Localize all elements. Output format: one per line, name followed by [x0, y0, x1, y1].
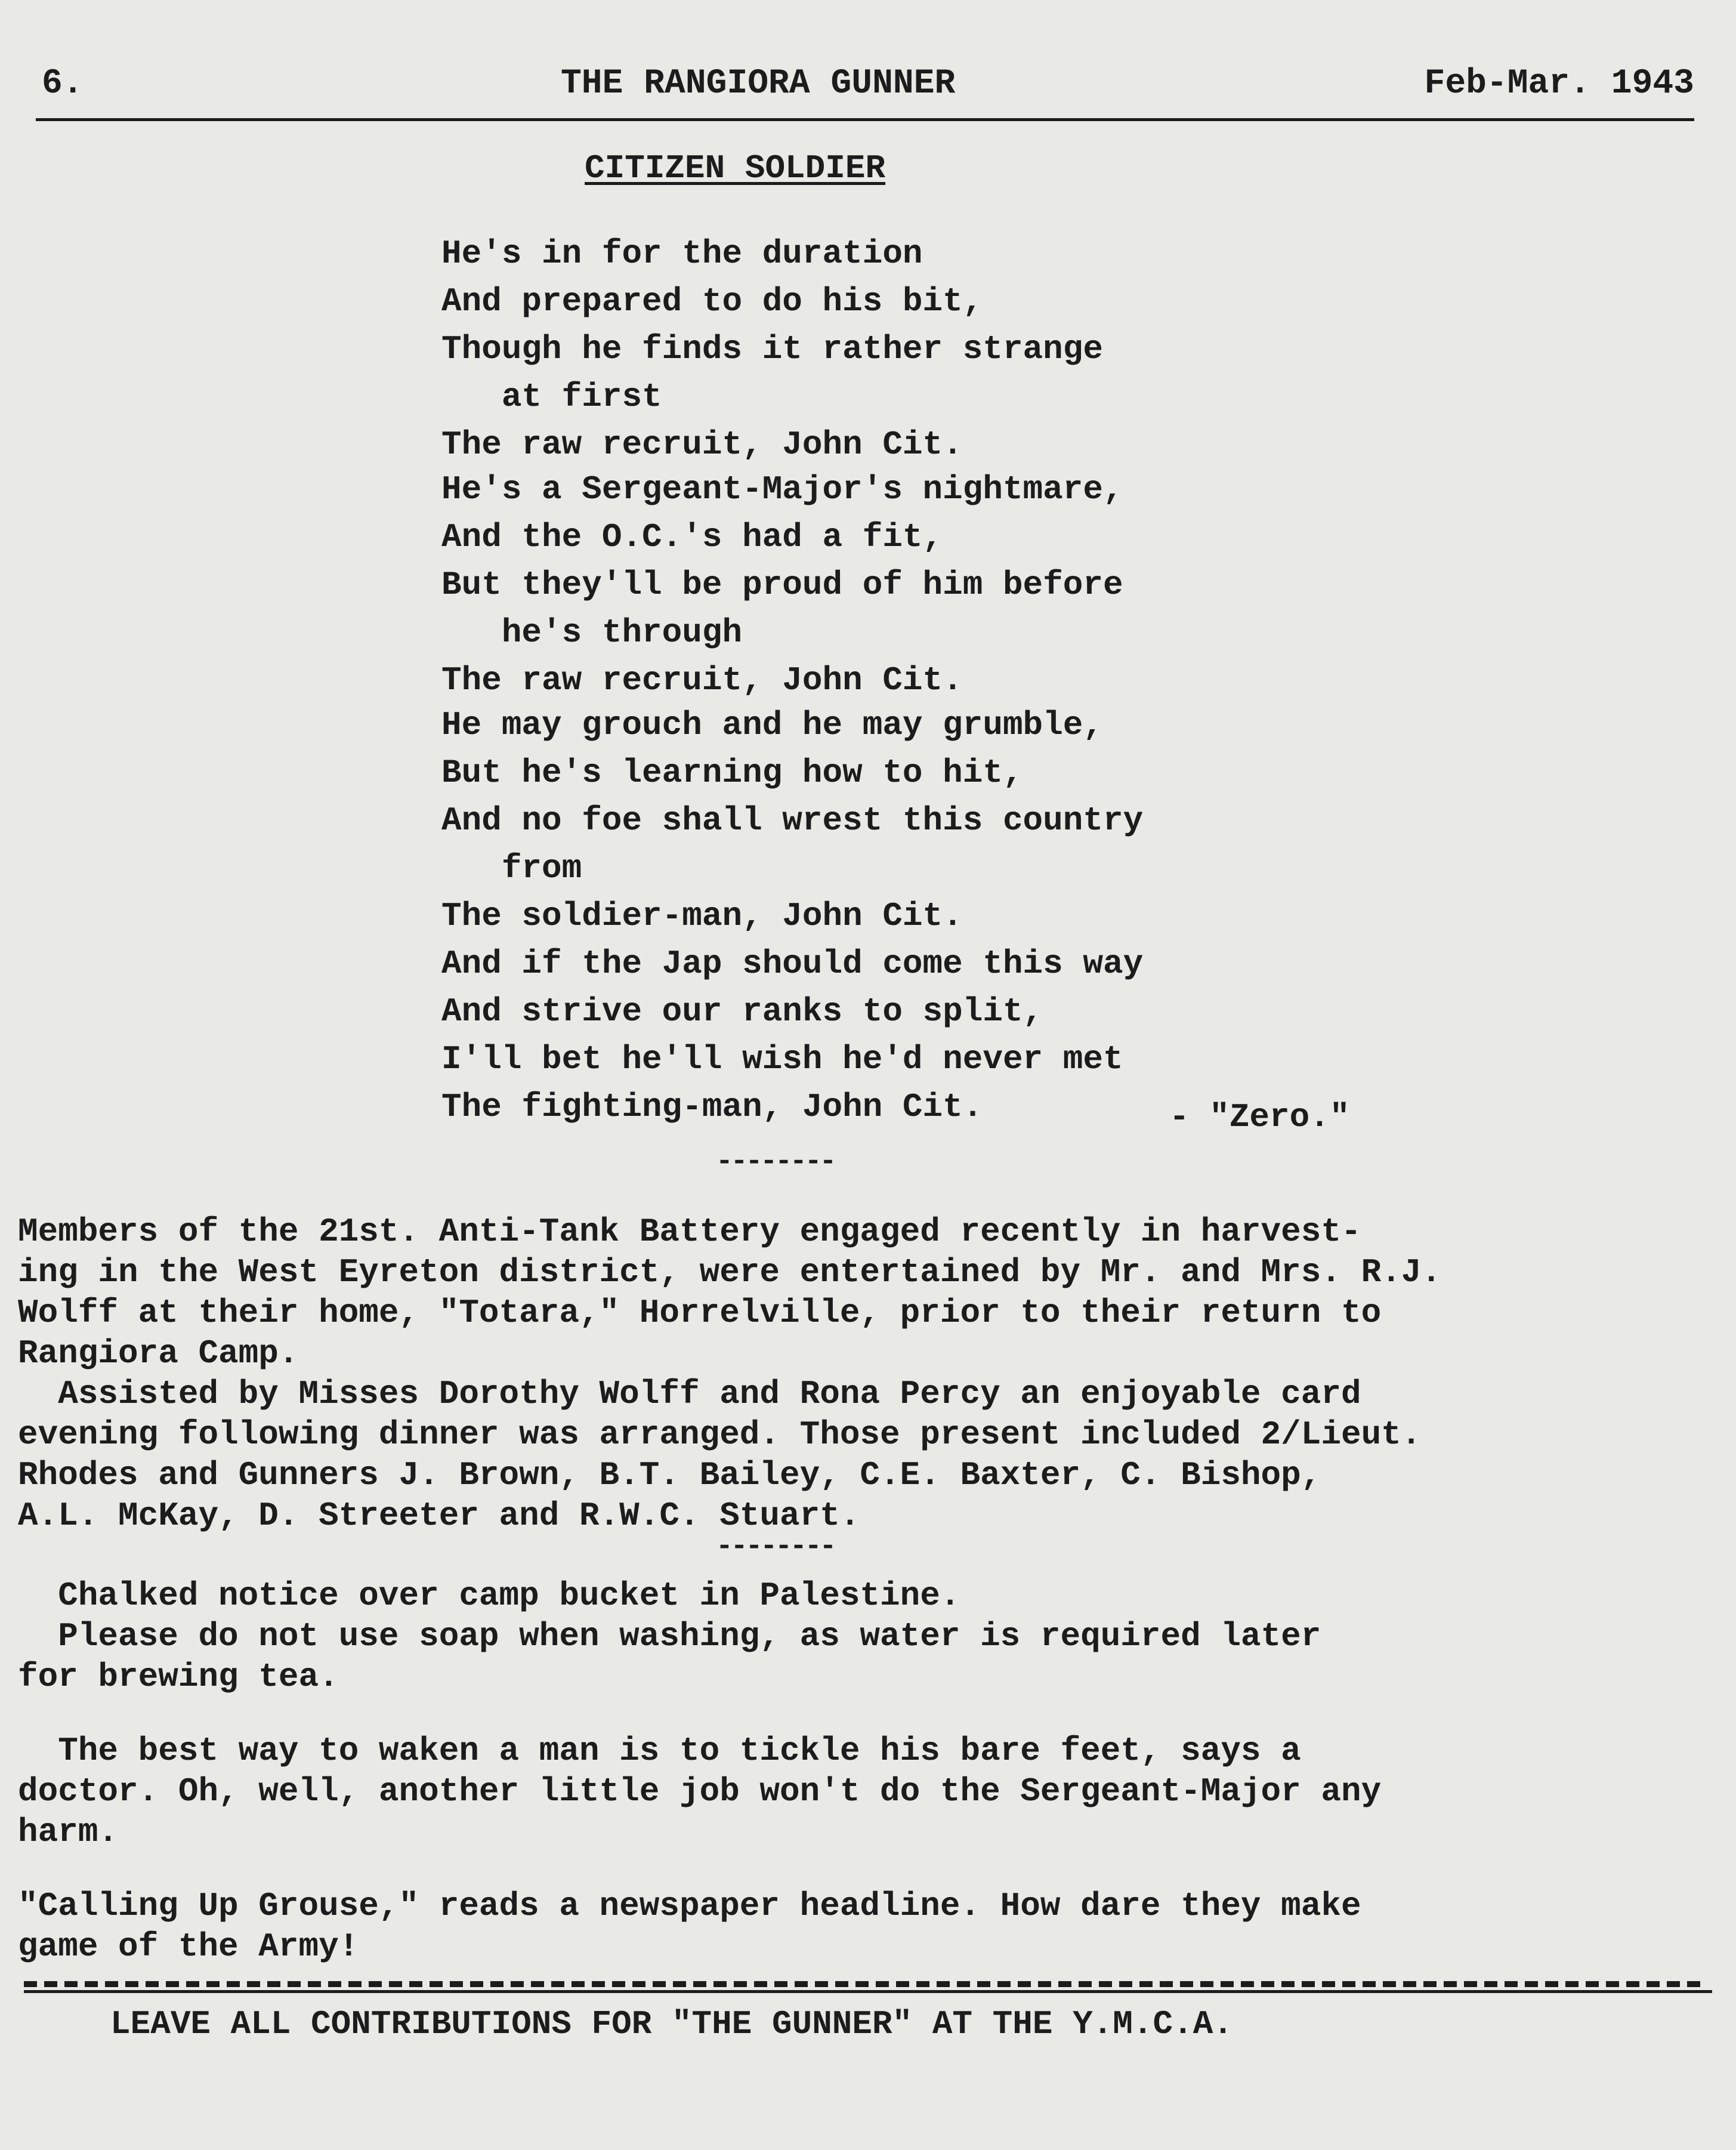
text-line: for brewing tea. — [18, 1658, 339, 1696]
verse-line: He's a Sergeant-Major's nightmare, — [441, 470, 1123, 508]
text-line: "Calling Up Grouse," reads a newspaper headline. How dare they make — [18, 1887, 1361, 1925]
text-line: Members of the 21st. Anti-Tank Battery engaged recently in harvest- — [18, 1213, 1361, 1251]
page-number: 6. — [42, 64, 84, 103]
footer-notice: LEAVE ALL CONTRIBUTIONS FOR "THE GUNNER" AT THE Y.M.C.A. — [110, 2005, 1233, 2043]
poem-stanza — [441, 701, 1143, 940]
text-line: Rangiora Camp. — [18, 1334, 299, 1372]
grouse-item — [18, 1886, 1724, 1967]
verse-line: But he's learning how to hit, — [441, 754, 1023, 792]
footer-rule — [24, 1990, 1712, 1993]
verse-line: from — [441, 849, 582, 887]
verse-line: The fighting-man, John Cit. — [441, 1088, 983, 1126]
text-line: ing in the West Eyreton district, were entertained by Mr. and Mrs. R.J. — [18, 1253, 1441, 1291]
text-line: Chalked notice over camp bucket in Palestine. — [18, 1577, 960, 1615]
verse-line: Though he finds it rather strange — [441, 330, 1103, 368]
verse-line: The raw recruit, John Cit. — [441, 425, 963, 464]
issue-date: Feb-Mar. 1943 — [1424, 64, 1694, 103]
verse-line: And no foe shall wrest this country — [441, 801, 1144, 840]
poem-signature: - "Zero." — [1169, 1098, 1350, 1136]
verse-line: I'll bet he'll wish he'd never met — [441, 1040, 1123, 1078]
verse-line: He may grouch and he may grumble, — [441, 706, 1103, 744]
dashed-divider — [24, 1981, 1706, 1987]
verse-line: And prepared to do his bit, — [441, 282, 983, 320]
header-rule — [36, 118, 1694, 121]
section-separator: -------- — [716, 1531, 835, 1563]
text-line: Rhodes and Gunners J. Brown, B.T. Bailey, C.E. Baxter, C. Bishop, — [18, 1456, 1321, 1494]
verse-line: And strive our ranks to split, — [441, 992, 1043, 1031]
doctor-item — [18, 1731, 1724, 1852]
verse-line: And if the Jap should come this way — [441, 945, 1144, 983]
text-line: The best way to waken a man is to tickle his bare feet, says a — [18, 1732, 1301, 1770]
verse-line: And the O.C.'s had a fit, — [441, 518, 943, 556]
text-line: harm. — [18, 1813, 119, 1851]
text-line: Wolff at their home, "Totara," Horrelville, prior to their return to — [18, 1294, 1382, 1332]
text-line: doctor. Oh, well, another little job won't do the Sergeant-Major any — [18, 1772, 1382, 1810]
poem-stanza — [441, 465, 1123, 704]
verse-line: He's in for the duration — [441, 235, 923, 273]
publication-title: THE RANGIORA GUNNER — [561, 64, 956, 103]
poem-stanza — [441, 230, 1103, 468]
verse-line: at first — [441, 378, 662, 416]
section-separator: -------- — [716, 1146, 835, 1178]
text-line: evening following dinner was arranged. Those present included 2/Lieut. — [18, 1415, 1422, 1454]
text-line: game of the Army! — [18, 1927, 359, 1966]
verse-line: he's through — [441, 613, 743, 652]
text-line: Assisted by Misses Dorothy Wolff and Rona Percy an enjoyable card — [18, 1375, 1361, 1413]
poem-stanza — [441, 940, 1143, 1131]
verse-line: The raw recruit, John Cit. — [441, 661, 963, 699]
text-line: A.L. McKay, D. Streeter and R.W.C. Stuart. — [18, 1497, 860, 1535]
verse-line: But they'll be proud of him before — [441, 566, 1123, 604]
poem-title: CITIZEN SOLDIER — [585, 149, 886, 187]
harvest-item — [18, 1211, 1724, 1536]
page-header — [42, 60, 1694, 113]
notice-item — [18, 1575, 1724, 1697]
text-line: Please do not use soap when washing, as water is required later — [18, 1617, 1321, 1655]
verse-line: The soldier-man, John Cit. — [441, 897, 963, 935]
